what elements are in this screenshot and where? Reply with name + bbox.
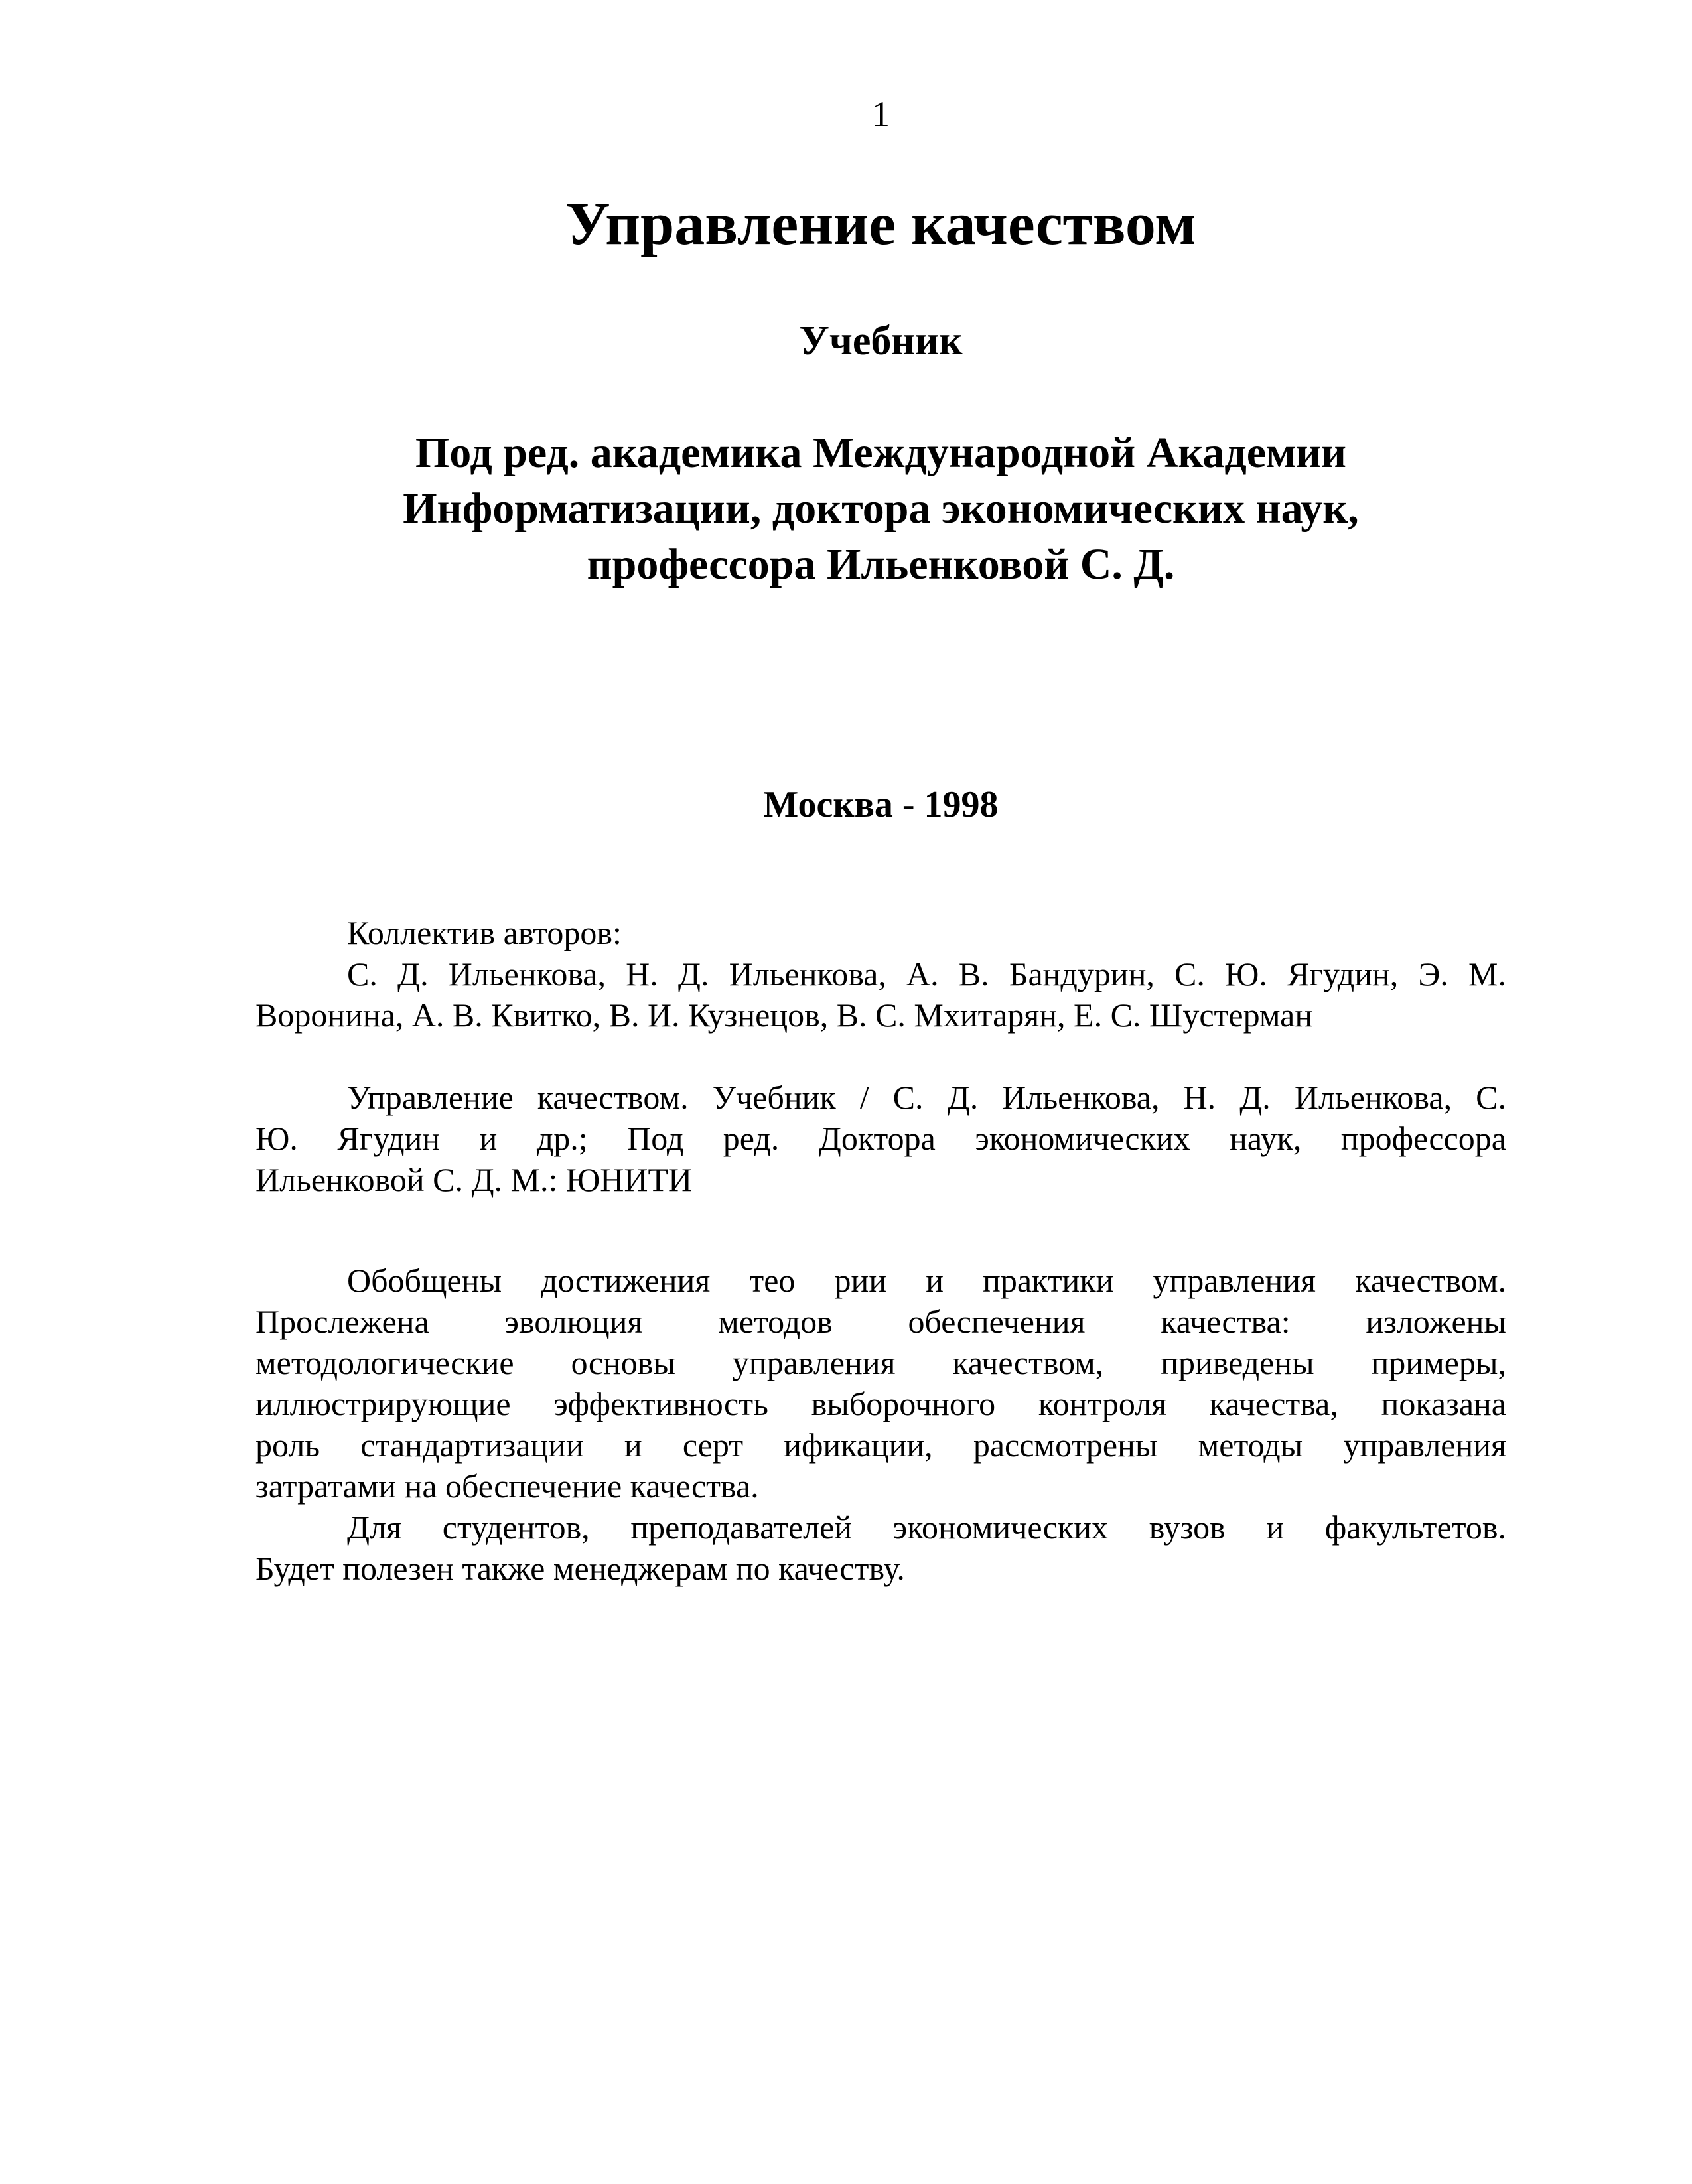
- imprint-city-year: Москва - 1998: [763, 784, 999, 825]
- text-column: [255, 96, 1506, 1589]
- book-title: Управление качеством: [565, 190, 1196, 257]
- audience-paragraph: [255, 1507, 1506, 1589]
- editor-line: Под ред. академика Международной Академии: [415, 429, 1347, 477]
- authors-paragraph: [255, 912, 1506, 1036]
- audience-line: Для студентов, преподавателей экономических вузов и факультетов.: [347, 1509, 1506, 1546]
- page-number: 1: [872, 94, 890, 134]
- editor-line: профессора Ильенковой С. Д.: [587, 540, 1175, 588]
- book-subtitle: Учебник: [799, 318, 963, 364]
- annotation-line: иллюстрирующие эффективность выборочного контроля качества, показана: [255, 1385, 1506, 1422]
- authors-line: С. Д. Ильенкова, Н. Д. Ильенкова, А. В. Бандурин, С. Ю. Ягудин, Э. М.: [347, 955, 1506, 992]
- annotation-line: Обобщены достижения тео рии и практики управления качеством.: [347, 1262, 1506, 1299]
- editor-line: Информатизации, доктора экономических наук,: [403, 484, 1359, 533]
- biblio-line: Управление качеством. Учебник / С. Д. Ильенкова, Н. Д. Ильенкова, С.: [347, 1079, 1506, 1116]
- annotation-line: методологические основы управления качеством, приведены примеры,: [255, 1344, 1506, 1381]
- audience-line: Будет полезен также менеджерам по качеству.: [255, 1550, 905, 1587]
- annotation-line: затратами на обеспечение качества.: [255, 1467, 759, 1505]
- bibliographic-paragraph: [255, 1077, 1506, 1200]
- annotation-paragraph: [255, 1260, 1506, 1507]
- authors-line: Воронина, А. В. Квитко, В. И. Кузнецов, В. С. Мхитарян, Е. С. Шустерман: [255, 996, 1313, 1034]
- annotation-line: роль стандартизации и серт ификации, рассмотрены методы управления: [255, 1426, 1506, 1464]
- editor-heading: [255, 425, 1506, 592]
- biblio-line: Ильенковой С. Д. М.: ЮНИТИ: [255, 1161, 693, 1198]
- body-text: [255, 912, 1506, 1589]
- annotation-line: Прослежена эволюция методов обеспечения качества: изложены: [255, 1303, 1506, 1340]
- authors-heading-line: Коллектив авторов:: [347, 914, 622, 951]
- biblio-line: Ю. Ягудин и др.; Под ред. Доктора экономических наук, профессора: [255, 1120, 1506, 1157]
